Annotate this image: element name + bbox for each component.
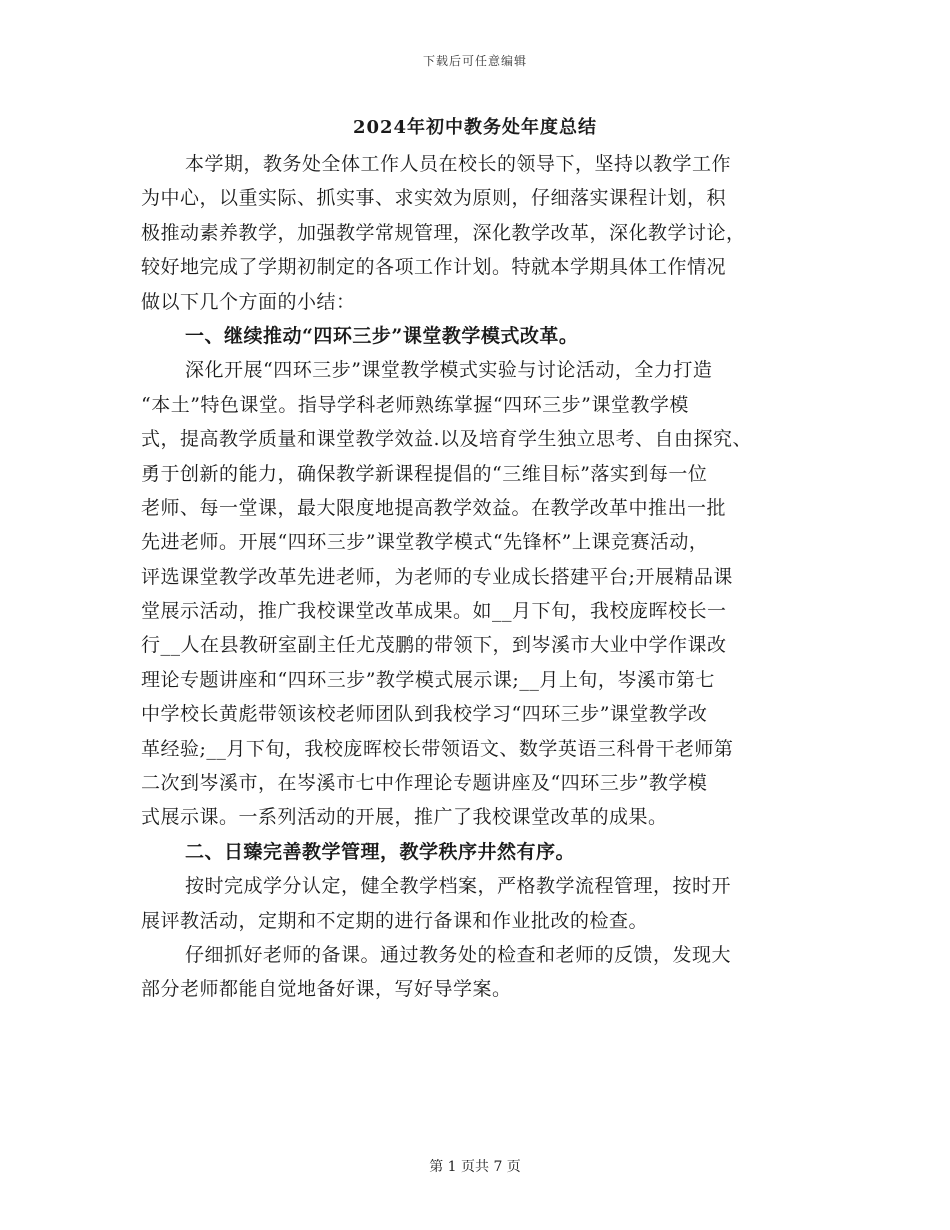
body-line: 理论专题讲座和“四环三步”教学模式展示课;__月上旬，岑溪市第七 — [141, 668, 715, 691]
body-line: 评选课堂教学改革先进老师，为老师的专业成长搭建平台;开展精品课 — [141, 565, 733, 588]
body-line: 本学期，教务处全体工作人员在校长的领导下，坚持以教学工作 — [185, 153, 732, 175]
body-line: 老师、每一堂课，最大限度地提高教学效益。在教学改革中推出一批 — [141, 496, 727, 519]
body-line: 行__人在县教研室副主任尤茂鹏的带领下，到岑溪市大业中学作课改 — [141, 634, 727, 657]
section-heading: 一、继续推动“四环三步”课堂教学模式改革。 — [185, 324, 579, 347]
body-line: 二次到岑溪市，在岑溪市七中作理论专题讲座及“四环三步”教学模 — [141, 772, 708, 795]
section-heading: 二、日臻完善教学管理，教学秩序井然有序。 — [185, 840, 576, 863]
document-body — [141, 147, 821, 1007]
body-line: 中学校长黄彪带领该校老师团队到我校学习“四环三步”课堂教学改 — [141, 703, 708, 726]
body-line: 极推动素养教学，加强教学常规管理，深化教学改革，深化教学讨论， — [141, 221, 746, 244]
document-title: 2024年初中教务处年度总结 — [352, 117, 598, 138]
body-line: 按时完成学分认定，健全教学档案，严格教学流程管理，按时开 — [185, 875, 732, 898]
body-line: 做以下几个方面的小结： — [141, 290, 356, 313]
body-line: 勇于创新的能力，确保教学新课程提倡的“三维目标”落实到每一位 — [141, 462, 708, 485]
body-line: 为中心，以重实际、抓实事、求实效为原则，仔细落实课程计划，积 — [141, 187, 727, 210]
body-line: 较好地完成了学期初制定的各项工作计划。特就本学期具体工作情况 — [141, 256, 727, 279]
body-line: 式，提高教学质量和课堂教学效益.以及培育学生独立思考、自由探究、 — [141, 428, 753, 451]
body-line: 深化开展“四环三步”课堂教学模式实验与讨论活动，全力打造 — [185, 359, 713, 382]
body-line: 式展示课。一系列活动的开展，推广了我校课堂改革的成果。 — [141, 806, 668, 829]
body-line: “本土”特色课堂。指导学科老师熟练掌握“四环三步”课堂教学模 — [141, 393, 689, 416]
body-line: 先进老师。开展“四环三步”课堂教学模式“先锋杯”上课竞赛活动， — [141, 531, 709, 554]
page-footer: 第 1 页共 7 页 — [429, 1159, 521, 1175]
header-note: 下载后可任意编辑 — [422, 54, 527, 68]
body-line: 展评教活动，定期和不定期的进行备课和作业批改的检查。 — [141, 909, 649, 932]
body-line: 部分老师都能自觉地备好课，写好导学案。 — [141, 978, 512, 1001]
body-line: 仔细抓好老师的备课。通过教务处的检查和老师的反馈，发现大 — [185, 943, 732, 966]
body-line: 革经验;__月下旬，我校庞晖校长带领语文、数学英语三科骨干老师第 — [141, 737, 734, 760]
body-line: 堂展示活动，推广我校课堂改革成果。如__月下旬，我校庞晖校长一 — [141, 600, 727, 623]
